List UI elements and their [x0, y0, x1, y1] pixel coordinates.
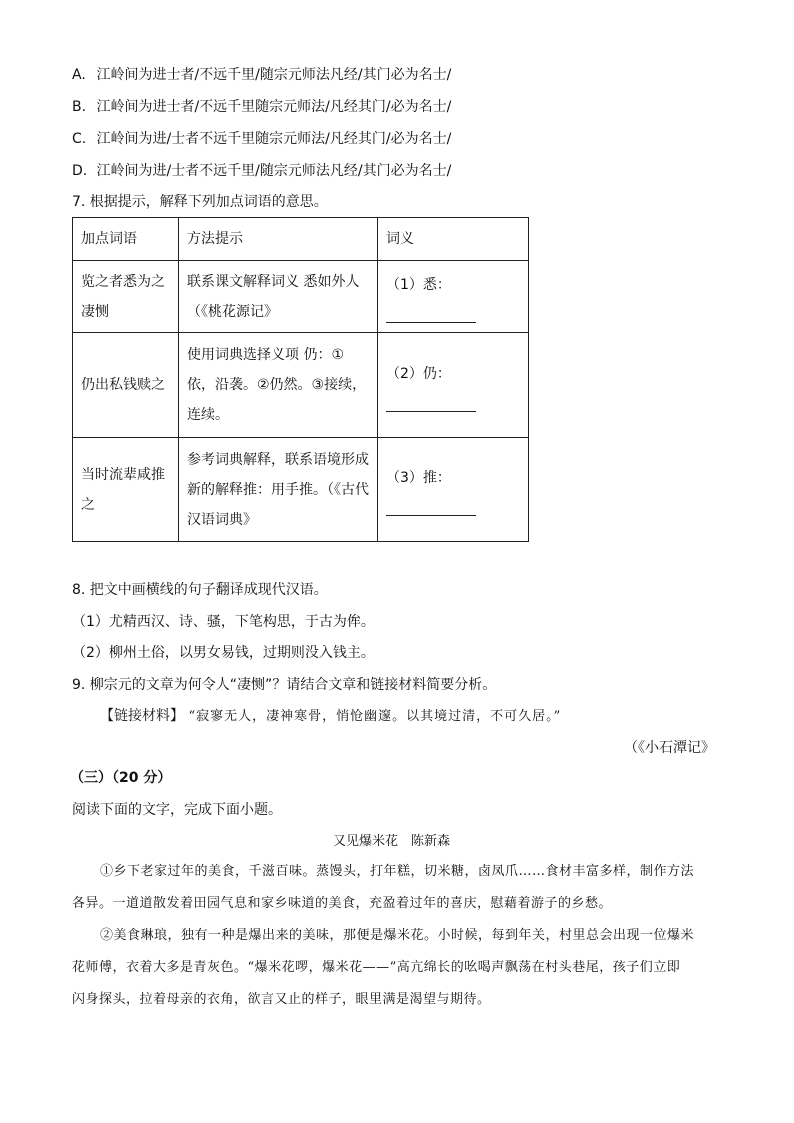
- option-d: [72, 161, 451, 181]
- hint-cell: 联系课文解释词义 悉如外人（《桃花源记》: [179, 261, 378, 333]
- answer-blank[interactable]: [386, 302, 476, 323]
- table-row: [73, 438, 529, 542]
- link-label: 【链接材料】: [100, 708, 184, 724]
- paragraph-line: 花师傅，衣着大多是青灰色。“爆米花啰，爆米花——”高亢绵长的吆喝声飘荡在村头巷尾，孩子们立即: [72, 960, 681, 975]
- word-cell: 当时流辈咸推之: [73, 438, 179, 542]
- article-title: 又见爆米花 陈新森: [333, 834, 451, 849]
- q8-prompt: 8. 把文中画横线的句子翻译成现代汉语。: [72, 582, 328, 598]
- option-a: [72, 65, 451, 85]
- option-text: 江岭间为进士者/不远千里/随宗元师法凡经/其门必为名士/: [96, 67, 452, 83]
- option-letter: D.: [72, 163, 88, 179]
- option-text: 江岭间为进士者/不远千里随宗元师法/凡经其门/必为名士/: [96, 99, 452, 115]
- link-material: [100, 706, 561, 727]
- table-row: [73, 261, 529, 333]
- option-text: 江岭间为进/士者不远千里随宗元师法/凡经其门/必为名士/: [96, 131, 452, 147]
- meaning-cell: [378, 261, 529, 333]
- word-cell: 仍出私钱赎之: [73, 333, 179, 438]
- table-header-row: [73, 218, 529, 261]
- header-cell: 加点词语: [73, 218, 179, 261]
- paragraph-line: ②美食琳琅，独有一种是爆出来的美味，那便是爆米花。小时候，每到年关，村里总会出现一位爆米: [100, 928, 695, 943]
- paragraph-line: 闪身探头，拉着母亲的衣角，欲言又止的样子，眼里满是渴望与期待。: [72, 992, 491, 1007]
- q8-item-2: （2）柳州土俗，以男女易钱，过期则没入钱主。: [72, 645, 375, 661]
- meaning-label: （2）仍：: [386, 365, 451, 382]
- meaning-label: （1）悉：: [386, 277, 451, 293]
- link-source: （《小石潭记》: [624, 740, 715, 756]
- table-row: [73, 333, 529, 438]
- q7-prompt: 7. 根据提示，解释下列加点词语的意思。: [72, 194, 328, 210]
- section-instruction: 阅读下面的文字，完成下面小题。: [72, 802, 282, 818]
- paragraph-line: ①乡下老家过年的美食，千滋百味。蒸馒头，打年糕，切米糖，卤凤爪……食材丰富多样，制作方法: [100, 864, 695, 879]
- article-paragraph-1: [72, 856, 716, 920]
- header-cell: 词义: [378, 218, 529, 261]
- option-b: [72, 97, 451, 117]
- option-letter: C.: [72, 131, 87, 147]
- q9-prompt: 9. 柳宗元的文章为何令人“凄恻”？请结合文章和链接材料简要分析。: [72, 677, 497, 693]
- vocab-table: [72, 217, 529, 542]
- option-c: [72, 129, 451, 149]
- meaning-cell: [378, 333, 529, 438]
- meaning-cell: [378, 438, 529, 542]
- option-text: 江岭间为进/士者不远千里/随宗元师法凡经/其门必为名士/: [96, 163, 452, 179]
- article-paragraph-2: [72, 920, 716, 1016]
- hint-cell: 使用词典选择义项 仍：①依，沿袭。②仍然。③接续，连续。: [179, 333, 378, 438]
- hint-cell: 参考词典解释，联系语境形成新的解释推：用手推。（《古代汉语词典》: [179, 438, 378, 542]
- q8-item-1: （1）尤精西汉、诗、骚，下笔构思，于古为侔。: [72, 614, 375, 630]
- answer-blank[interactable]: [386, 391, 476, 412]
- meaning-label: （3）推：: [386, 470, 451, 486]
- section-heading: （三）（20 分）: [70, 770, 172, 786]
- link-quote: “寂寥无人，凄神寒骨，悄怆幽邃。以其境过清，不可久居。”: [188, 709, 562, 724]
- word-cell: 览之者悉为之凄恻: [73, 261, 179, 333]
- option-letter: A.: [72, 67, 86, 83]
- option-letter: B.: [72, 99, 87, 115]
- answer-blank[interactable]: [386, 495, 476, 516]
- header-cell: 方法提示: [179, 218, 378, 261]
- paragraph-line: 各异。一道道散发着田园气息和家乡味道的美食，充盈着过年的喜庆，慰藉着游子的乡愁。: [72, 896, 613, 911]
